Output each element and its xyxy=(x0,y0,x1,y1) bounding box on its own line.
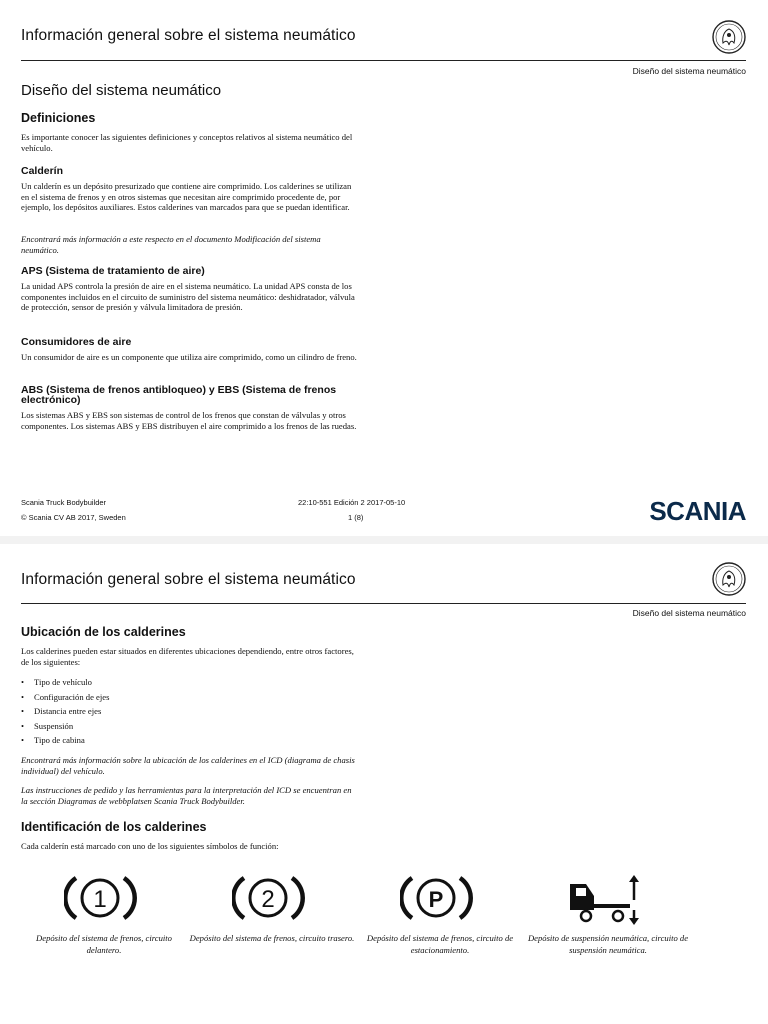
consumers-text: Un consumidor de aire es un componente que utiliza aire comprimido, como un cilindro de freno. xyxy=(21,352,357,362)
front-brake-circuit-symbol-icon xyxy=(64,870,144,926)
symbol-caption: Depósito del sistema de frenos, circuito trasero. xyxy=(189,933,355,943)
footer-doc-id: 22:10-551 Edición 2 2017-05-10 xyxy=(298,498,406,507)
definitions-heading: Definiciones xyxy=(21,111,96,125)
list-item: • Distancia entre ejes xyxy=(21,706,102,717)
list-item: • Tipo de vehículo xyxy=(21,677,92,687)
scania-griffin-logo-2 xyxy=(712,562,746,596)
page-header-title-2: Información general sobre el sistema neumático xyxy=(21,571,356,588)
symbol-glyph: 1 xyxy=(93,886,107,913)
symbol-caption: Depósito del sistema de frenos, circuito de estacionamiento. xyxy=(366,933,514,955)
symbol-caption: Depósito del sistema de frenos, circuito delantero. xyxy=(36,933,172,955)
location-intro: Los calderines pueden estar situados en diferentes ubicaciones dependiendo, entre otros factores, de los siguientes: xyxy=(21,646,354,667)
header-rule-2 xyxy=(21,603,746,604)
page-title: Diseño del sistema neumático xyxy=(21,82,222,99)
footer-copyright: © Scania CV AB 2017, Sweden xyxy=(21,513,126,522)
footer-publisher: Scania Truck Bodybuilder xyxy=(21,498,107,507)
header-rule xyxy=(21,60,746,61)
list-item: • Tipo de cabina xyxy=(21,735,85,746)
parking-brake-circuit-symbol-icon xyxy=(400,870,480,926)
symbol-glyph: P xyxy=(428,887,444,912)
page-header-title: Información general sobre el sistema neumático xyxy=(21,27,356,44)
aps-text: La unidad APS controla la presión de aire en el sistema neumático. La unidad APS consta de los componentes incluidos en el circuito de suministro del sistema neumático: deshidratador, válvula de protección, sensor de presión y válvula limitadora de presión. xyxy=(21,281,355,313)
symbol-glyph: 2 xyxy=(261,886,275,913)
air-suspension-symbol-icon xyxy=(566,870,646,926)
location-heading: Ubicación de los calderines xyxy=(21,625,186,639)
scania-wordmark: SCANIA xyxy=(649,496,746,526)
identification-intro: Cada calderín está marcado con uno de los siguientes símbolos de función: xyxy=(21,841,279,851)
identification-heading: Identificación de los calderines xyxy=(21,820,207,834)
section-label: Diseño del sistema neumático xyxy=(632,66,746,76)
icd-note: Encontrará más información sobre la ubicación de los calderines en el ICD (diagrama de chasis individual) del vehículo. xyxy=(21,755,355,776)
aps-heading: APS (Sistema de tratamiento de aire) xyxy=(21,265,205,277)
scania-griffin-logo xyxy=(712,20,746,54)
abs-heading: ABS (Sistema de frenos antibloqueo) y EBS (Sistema de frenos electrónico) xyxy=(21,384,337,406)
ordering-note: Las instrucciones de pedido y las herramientas para la interpretación del ICD se encuentran en la sección Diagramas de webbplatsen Scania Truck Bodybuilder. xyxy=(21,785,352,806)
footer-page-number: 1 (8) xyxy=(348,513,364,522)
list-item: • Configuración de ejes xyxy=(21,691,110,702)
consumers-heading: Consumidores de aire xyxy=(21,336,132,348)
calderin-note: Encontrará más información a este respecto en el documento Modificación del sistema neumático. xyxy=(21,234,321,255)
list-item: • Suspensión xyxy=(21,720,74,731)
abs-text: Los sistemas ABS y EBS son sistemas de control de los frenos que constan de válvulas y otros componentes. Los sistemas ABS y EBS distribuyen el aire comprimido a los frenos de las ruedas. xyxy=(21,410,357,431)
section-label-2: Diseño del sistema neumático xyxy=(632,608,746,618)
definitions-intro: Es importante conocer las siguientes definiciones y conceptos relativos al sistema neumático del vehículo. xyxy=(21,132,353,153)
symbol-caption: Depósito de suspensión neumática, circuito de suspensión neumática. xyxy=(527,933,689,955)
calderin-text: Un calderín es un depósito presurizado que contiene aire comprimido. Los calderines se utilizan en el sistema de frenos y en otros sistemas que necesitan aire comprimido procedente de, por ejemplo, los depósitos auxiliares. Estos calderines van marcados para que se puedan identificar. xyxy=(21,181,352,213)
rear-brake-circuit-symbol-icon xyxy=(232,870,312,926)
location-factors-list xyxy=(21,675,109,748)
calderin-heading: Calderín xyxy=(21,165,64,177)
